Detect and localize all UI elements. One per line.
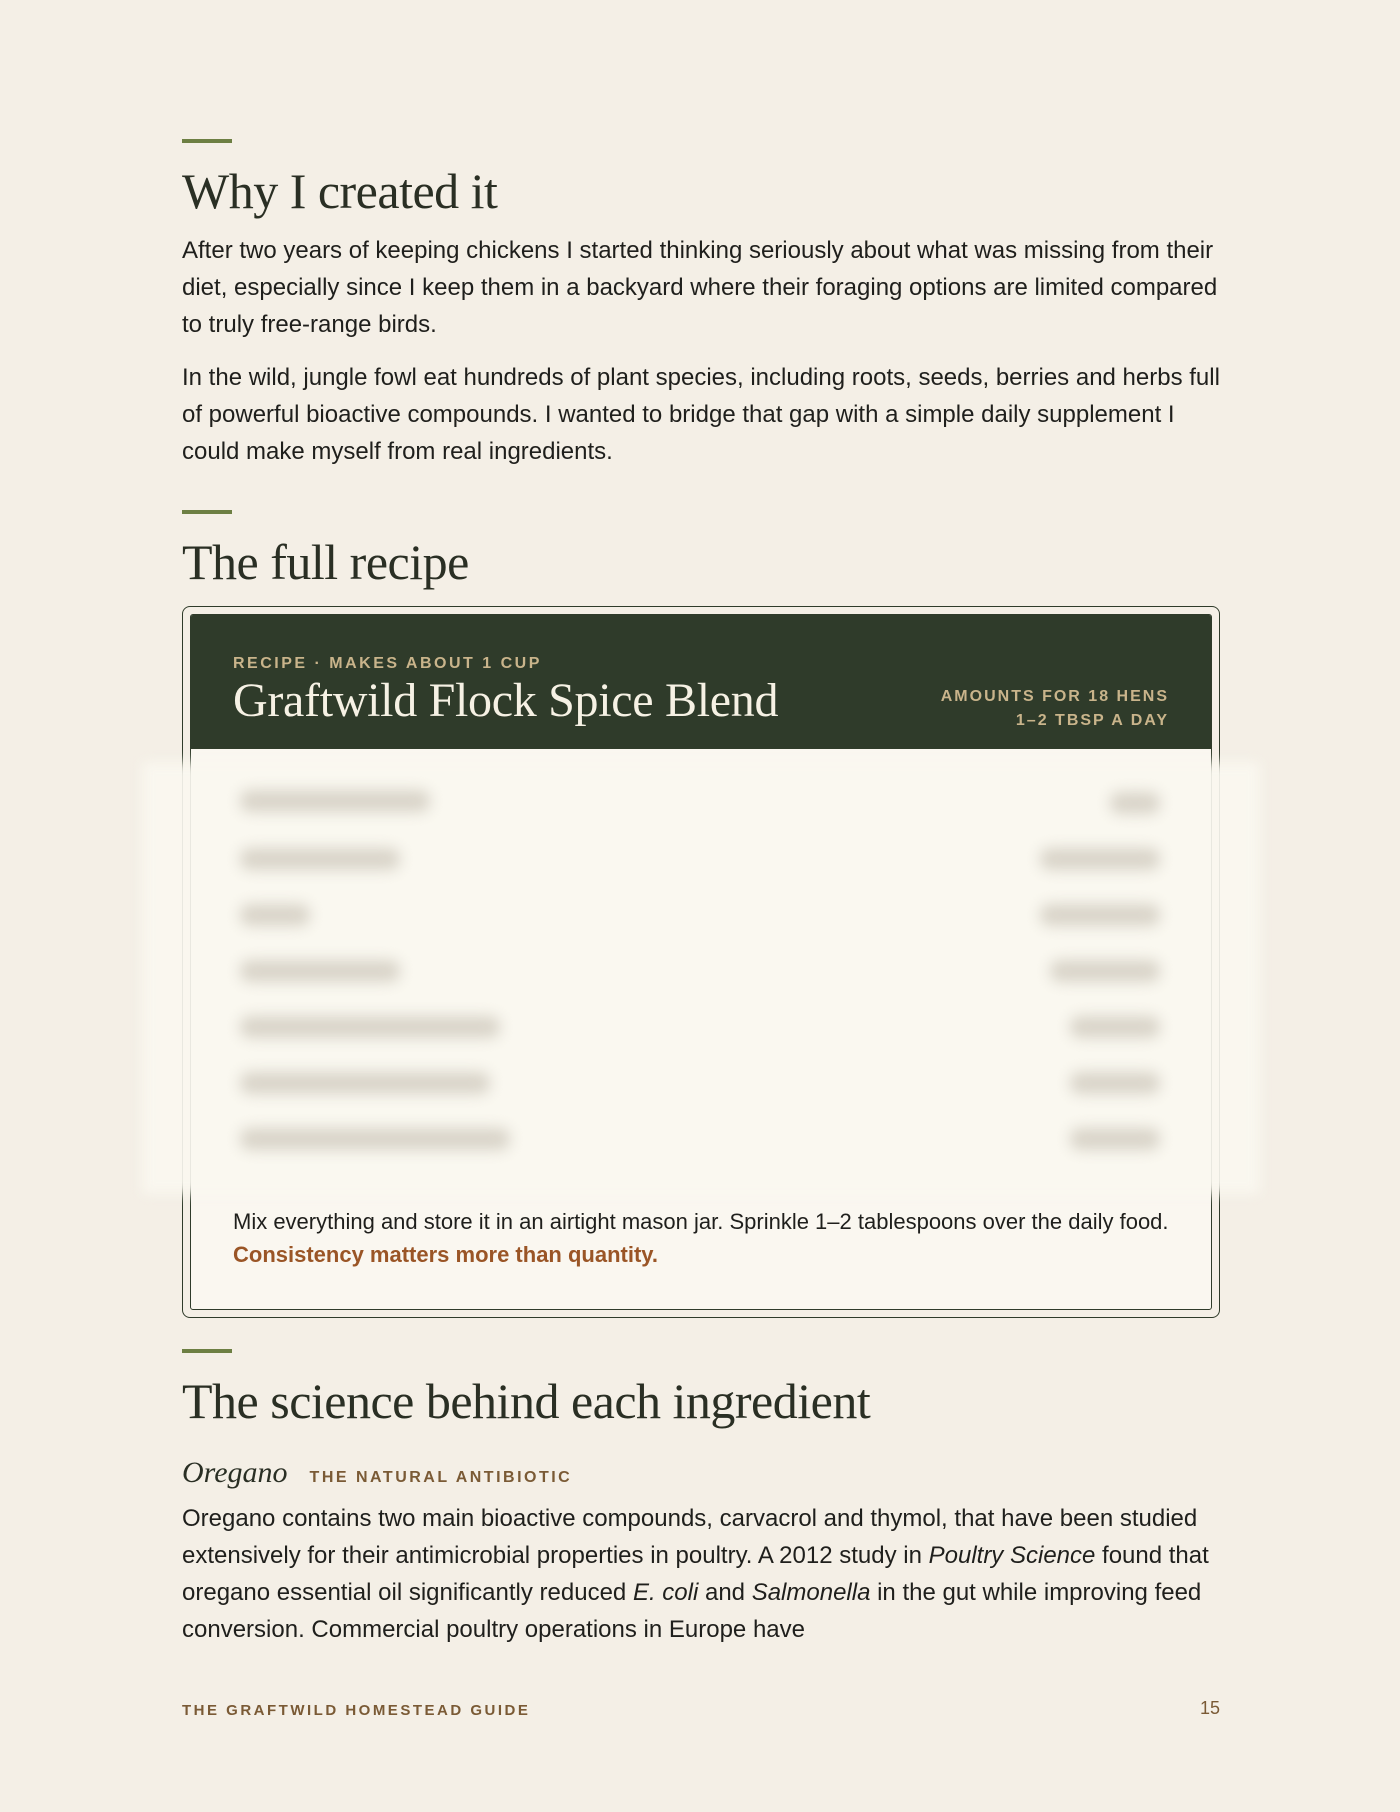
page-number: 15 <box>1199 1698 1220 1718</box>
heading-recipe: The full recipe <box>182 534 469 590</box>
section-rule <box>182 139 232 143</box>
blurred-row <box>1040 904 1160 926</box>
blurred-row <box>1050 960 1160 982</box>
heading-why: Why I created it <box>182 163 498 219</box>
why-paragraph-2: In the wild, jungle fowl eat hundreds of plant species, including roots, seeds, berries and herbs full of powerful bioactive compounds. I wanted to bridge that gap with a simple daily supplement I could make myself from real ingredients. <box>182 364 1220 465</box>
recipe-instructions <box>233 1205 1193 1271</box>
blurred-row <box>240 1016 500 1038</box>
sci-ecoli: E. coli <box>632 1579 699 1606</box>
sci-journal: Poultry Science <box>928 1542 1096 1569</box>
blurred-row <box>1070 1128 1160 1150</box>
blurred-row <box>1070 1072 1160 1094</box>
amounts-hens: AMOUNTS FOR 18 HENS <box>940 688 1169 705</box>
sci-salmonella: Salmonella <box>751 1579 871 1606</box>
section-rule <box>182 510 232 514</box>
recipe-amounts <box>941 685 1169 733</box>
sci-text-1: Oregano contains two main bioactive compounds, carvacrol and thymol, that have been studied extensively for their antimicrobial properties in poultry. A 2012 study in <box>182 1505 1198 1569</box>
footer-guide-name: THE GRAFTWILD HOMESTEAD GUIDE <box>182 1702 531 1719</box>
blurred-row <box>240 848 400 870</box>
ingredient-tag: THE NATURAL ANTIBIOTIC <box>309 1469 573 1486</box>
heading-science: The science behind each ingredient <box>182 1373 871 1429</box>
blurred-row <box>1070 1016 1160 1038</box>
recipe-card-header <box>191 615 1211 749</box>
instructions-text: Mix everything and store it in an airtight mason jar. Sprinkle 1–2 tablespoons over the daily food. <box>233 1209 1169 1234</box>
section-rule <box>182 1349 232 1353</box>
why-paragraph-1: After two years of keeping chickens I started thinking seriously about what was missing from their diet, especially since I keep them in a backyard where their foraging options are limited compared to truly free-range birds. <box>182 237 1218 338</box>
blurred-row <box>240 904 310 926</box>
instructions-emphasis: Consistency matters more than quantity. <box>233 1242 659 1267</box>
blurred-row <box>240 960 400 982</box>
science-paragraph <box>182 1500 1222 1648</box>
amounts-dose: 1–2 TBSP A DAY <box>1015 712 1169 729</box>
blurred-row <box>1040 848 1160 870</box>
ingredient-name: Oregano <box>182 1456 288 1489</box>
blurred-row <box>240 1128 510 1150</box>
recipe-kicker: RECIPE · MAKES ABOUT 1 CUP <box>233 655 542 672</box>
blurred-row <box>240 790 430 812</box>
sci-text-2: found that oregano essential oil significantly reduced <box>182 1542 1209 1606</box>
sci-text-4: in the gut while improving feed conversion. Commercial poultry operations in Europe have <box>182 1579 1202 1643</box>
sci-text-3: and <box>698 1579 752 1606</box>
recipe-title: Graftwild Flock Spice Blend <box>233 674 779 727</box>
ingredient-header <box>182 1456 572 1490</box>
blurred-row <box>1110 792 1160 814</box>
blurred-row <box>240 1072 490 1094</box>
